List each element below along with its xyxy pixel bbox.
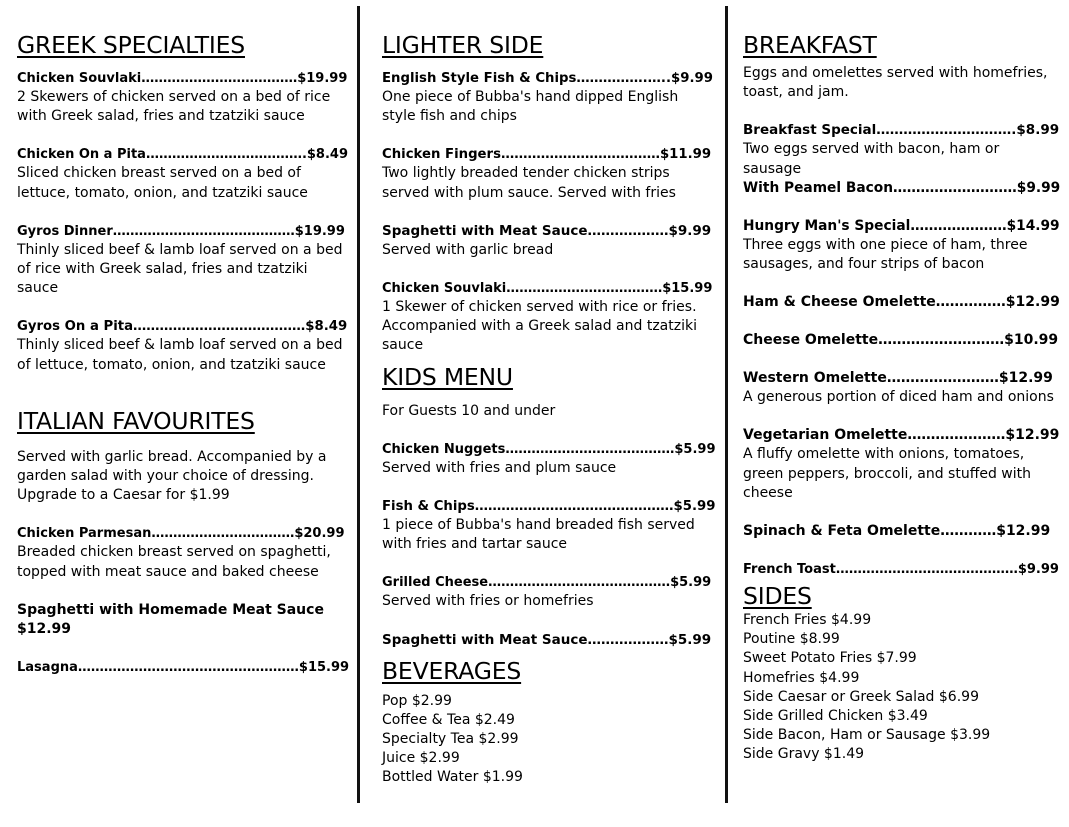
section-intro: Eggs and omelettes served with homefries, toast, and jam. <box>743 65 1048 101</box>
section-breakfast <box>743 30 1061 579</box>
section-italian-favourites <box>17 406 349 677</box>
section-greek-specialties <box>17 30 349 375</box>
section-sides <box>743 581 1061 765</box>
menu-item <box>743 560 1061 579</box>
list-item: Juice $2.99 <box>382 750 460 767</box>
list-item: Sweet Potato Fries $7.99 <box>743 650 917 667</box>
menu-item <box>17 145 349 202</box>
item-name: Spaghetti with Meat Sauce………………$5.99 <box>382 631 712 648</box>
item-name: Chicken On a Pita……………………………….$8.49 <box>17 147 349 163</box>
list-item: Specialty Tea $2.99 <box>382 731 519 748</box>
item-name: Vegetarian Omelette…………………$12.99 <box>743 427 1060 444</box>
item-name: Gyros Dinner……………………………………$19.99 <box>17 223 345 239</box>
menu-item <box>743 331 1061 350</box>
menu-item <box>17 658 349 677</box>
menu-item <box>382 573 716 611</box>
item-name: Grilled Cheese……………………………………$5.99 <box>382 575 712 591</box>
section-title: BREAKFAST <box>743 31 877 59</box>
menu-item <box>17 601 349 639</box>
item-option: With Peamel Bacon………………………$9.99 <box>743 179 1061 196</box>
item-price: $12.99 <box>17 620 72 637</box>
item-name: Breakfast Special………………………….$8.99 <box>743 122 1060 139</box>
beverage-list <box>382 692 716 788</box>
item-name: Spinach & Feta Omelette…………$12.99 <box>743 523 1051 540</box>
column-divider-right <box>725 6 728 803</box>
menu-item <box>743 369 1061 407</box>
item-name: Western Omelette……………………$12.99 <box>743 370 1053 387</box>
item-desc: Two lightly breaded tender chicken strips served with plum sauce. Served with fries <box>382 165 676 201</box>
item-name: Lasagna……………………………………………$15.99 <box>17 659 350 675</box>
menu-item <box>17 222 349 299</box>
menu-item <box>743 426 1061 503</box>
item-desc: Breaded chicken breast served on spaghetti, topped with meat sauce and baked cheese <box>17 544 331 580</box>
item-name: Ham & Cheese Omelette……………$12.99 <box>743 294 1060 311</box>
item-desc: Three eggs with one piece of ham, three sausages, and four strips of bacon <box>743 236 1028 273</box>
item-desc: 1 Skewer of chicken served with rice or fries. Accompanied with a Greek salad and tzatziki sauce <box>382 299 697 354</box>
item-desc: Thinly sliced beef & lamb loaf served on a bed of lettuce, tomato, onion, and tzatziki sauce <box>17 337 343 373</box>
list-item: Side Grilled Chicken $3.49 <box>743 708 928 725</box>
column-left <box>17 30 349 677</box>
menu-item <box>382 497 716 554</box>
item-name: English Style Fish & Chips…………….…..$9.99 <box>382 71 713 86</box>
menu-item <box>743 293 1061 312</box>
menu-item <box>17 317 349 374</box>
list-item: Side Caesar or Greek Salad $6.99 <box>743 688 979 705</box>
item-name: Fish & Chips………………………………………$5.99 <box>382 499 716 515</box>
item-desc: Thinly sliced beef & lamb loaf served on a bed of rice with Greek salad, fries and tzatziki sauce <box>17 241 343 297</box>
list-item: Bottled Water $1.99 <box>382 769 523 786</box>
item-name: French Toast……………………………………$9.99 <box>743 562 1059 578</box>
item-name: Spaghetti with Homemade Meat Sauce <box>17 601 324 618</box>
list-item: French Fries $4.99 <box>743 612 872 629</box>
list-item: Homefries $4.99 <box>743 669 860 686</box>
menu-item <box>382 145 716 202</box>
item-desc: One piece of Bubba's hand dipped English style fish and chips <box>382 89 679 125</box>
list-item: Poutine $8.99 <box>743 631 840 648</box>
item-name: Chicken Nuggets…………………………………$5.99 <box>382 441 716 457</box>
item-desc: 1 piece of Bubba's hand breaded fish served with fries and tartar sauce <box>382 517 695 553</box>
item-desc: Served with garlic bread <box>382 241 554 258</box>
item-desc: Served with fries and plum sauce <box>382 459 617 476</box>
column-middle <box>382 30 716 788</box>
menu-item <box>382 631 716 650</box>
item-desc: A generous portion of diced ham and onions <box>743 389 1054 406</box>
menu-item <box>743 522 1061 541</box>
section-title: ITALIAN FAVOURITES <box>17 406 255 435</box>
item-name: Cheese Omelette………………………$10.99 <box>743 332 1059 349</box>
item-name: Hungry Man's Special…………………$14.99 <box>743 217 1060 234</box>
list-item: Pop $2.99 <box>382 692 452 709</box>
section-lighter-side <box>382 30 716 356</box>
item-name: Chicken Souvlaki………………………………$19.99 <box>17 71 348 86</box>
list-item: Coffee & Tea $2.49 <box>382 711 515 728</box>
item-name: Chicken Fingers………………………………$11.99 <box>382 147 712 163</box>
menu-item <box>382 440 716 478</box>
section-title: BEVERAGES <box>382 656 522 685</box>
column-divider-left <box>357 6 360 803</box>
item-name: Chicken Souvlaki………………………………$15.99 <box>382 281 713 297</box>
menu-item <box>382 222 716 260</box>
item-desc: A fluffy omelette with onions, tomatoes, green peppers, broccoli, and stuffed with cheese <box>743 446 1032 501</box>
item-name: Chicken Parmesan……………………………$20.99 <box>17 526 345 542</box>
section-title: SIDES <box>743 582 812 611</box>
item-name: Spaghetti with Meat Sauce………………$9.99 <box>382 222 712 239</box>
menu-item <box>17 69 349 126</box>
column-right <box>743 30 1061 765</box>
section-beverages <box>382 656 716 788</box>
item-desc: 2 Skewers of chicken served on a bed of rice with Greek salad, fries and tzatziki sauce <box>17 89 331 125</box>
item-name: Gyros On a Pita…………………………………$8.49 <box>17 319 348 335</box>
list-item: Side Gravy $1.49 <box>743 746 865 763</box>
sides-list <box>743 611 1061 765</box>
section-intro: For Guests 10 and under <box>382 402 556 419</box>
menu-item <box>382 69 716 126</box>
item-desc: Served with fries or homefries <box>382 593 594 610</box>
section-kids-menu <box>382 362 716 650</box>
menu-item <box>382 279 716 356</box>
section-title: LIGHTER SIDE <box>382 31 544 59</box>
menu-item <box>743 217 1061 274</box>
section-title: KIDS MENU <box>382 362 513 391</box>
item-desc: Sliced chicken breast served on a bed of lettuce, tomato, onion, and tzatziki sauce <box>17 165 308 201</box>
item-desc: Two eggs served with bacon, ham or sausage <box>743 141 1000 177</box>
section-title: GREEK SPECIALTIES <box>17 31 245 59</box>
section-intro: Served with garlic bread. Accompanied by a garden salad with your choice of dressing. Upgrade to a Caesar for $1.99 <box>17 448 327 504</box>
menu-item <box>17 524 349 581</box>
menu-item <box>743 121 1061 197</box>
list-item: Side Bacon, Ham or Sausage $3.99 <box>743 727 991 744</box>
